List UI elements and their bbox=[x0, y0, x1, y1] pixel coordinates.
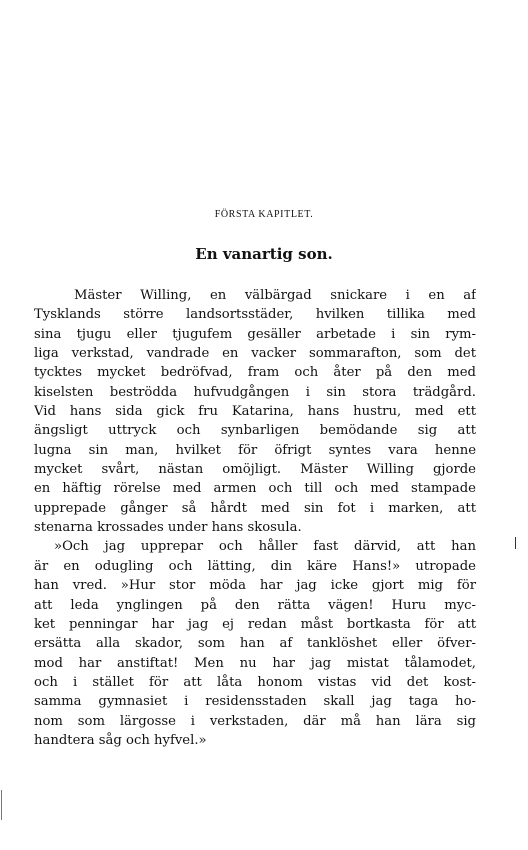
text-line: nom som lärgosse i verkstaden, där må han lära sig bbox=[34, 713, 476, 729]
text-line: sina tjugu eller tjugufem gesäller arbetade i sin rym- bbox=[34, 326, 476, 342]
text-line: Mäster Willing, en välbärgad snickare i en af bbox=[74, 288, 476, 303]
text-line: ersätta alla skador, som han af tanklöshet eller öfver- bbox=[34, 636, 476, 652]
text-line: är en odugling och lätting, din käre Hans!» utropade bbox=[34, 558, 476, 574]
margin-mark bbox=[515, 537, 516, 549]
text-line: Tysklands större landsortsstäder, hvilken tillika med bbox=[34, 307, 476, 323]
text-line: mod har anstiftat! Men nu har jag mistat tålamodet, bbox=[34, 655, 476, 671]
text-line: ängsligt uttryck och synbarligen bemödande sig att bbox=[34, 423, 476, 439]
text-line: kiselsten beströdda hufvudgången i sin stora trädgård. bbox=[34, 384, 476, 400]
text-line: han vred. »Hur stor möda har jag icke gjort mig för bbox=[34, 578, 476, 594]
text-line: liga verkstad, vandrade en vacker sommarafton, som det bbox=[34, 346, 476, 362]
text-line: en häftig rörelse med armen och till och med stampade bbox=[34, 481, 476, 497]
text-line: samma gymnasiet i residensstaden skall jag taga ho- bbox=[34, 694, 476, 710]
text-line: upprepade gånger så hårdt med sin fot i marken, att bbox=[34, 500, 476, 516]
body-text bbox=[34, 286, 476, 750]
page-edge-mark bbox=[1, 790, 2, 820]
text-line: mycket svårt, nästan omöjligt. Mäster Willing gjorde bbox=[34, 462, 476, 478]
text-line: tycktes mycket bedröfvad, fram och åter på den med bbox=[34, 365, 476, 381]
text-line: ket penningar har jag ej redan måst bortkasta för att bbox=[34, 616, 476, 632]
text-line: lugna sin man, hvilket för öfrigt syntes vara henne bbox=[34, 442, 476, 458]
text-line: »Och jag upprepar och håller fast därvid, att han bbox=[54, 539, 476, 555]
text-line: Vid hans sida gick fru Katarina, hans hustru, med ett bbox=[34, 404, 476, 420]
chapter-label: FÖRSTA KAPITLET. bbox=[214, 209, 314, 220]
text-line: att leda ynglingen på den rätta vägen! Huru myc- bbox=[34, 597, 476, 613]
text-line: stenarna krossades under hans skosula. bbox=[34, 520, 302, 536]
text-line: handtera såg och hyfvel.» bbox=[34, 732, 207, 748]
text-line: och i stället för att låta honom vistas vid det kost- bbox=[34, 674, 476, 690]
chapter-title: En vanartig son. bbox=[195, 245, 333, 263]
